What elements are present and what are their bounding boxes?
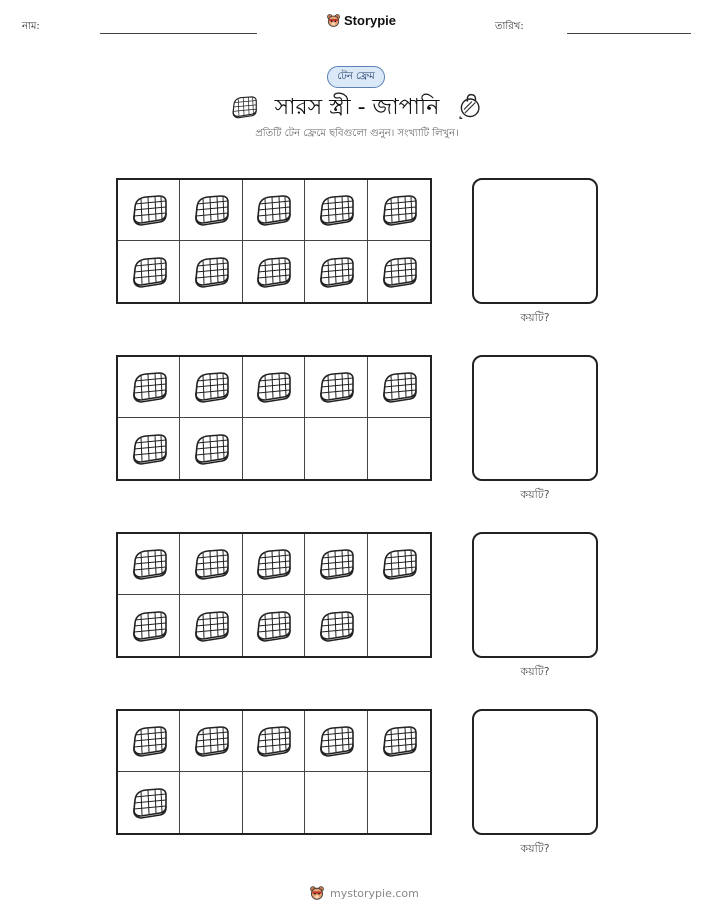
page-title: সারস স্ত্রী - জাপানি [274, 95, 440, 120]
ten-frame [116, 178, 432, 304]
ten-frame-cell [118, 772, 180, 833]
ten-frame [116, 709, 432, 835]
folded-blanket-icon [379, 192, 419, 228]
folded-blanket-icon [129, 608, 169, 644]
instructions: প্রতিটি টেন ফ্রেমে ছবিগুলো গুনুন। সংখ্যাটি লিখুন। [255, 128, 459, 139]
folded-blanket-icon [316, 546, 356, 582]
folded-blanket-icon [129, 723, 169, 759]
folded-blanket-icon [191, 192, 231, 228]
bear-mascot-icon [326, 13, 341, 28]
ten-frame-cell [118, 534, 180, 595]
folded-blanket-icon [316, 608, 356, 644]
date-label: তারিখ: [495, 21, 524, 32]
name-field[interactable] [100, 33, 257, 34]
ten-frame-cell [118, 711, 180, 772]
ten-frame-cell [305, 595, 367, 656]
ten-frame-cell [305, 711, 367, 772]
ten-frame-cell [368, 357, 430, 418]
ten-frame-cell [305, 180, 367, 241]
folded-blanket-icon [191, 608, 231, 644]
folded-blanket-icon [191, 723, 231, 759]
ten-frame [116, 355, 432, 481]
answer-label: কয়টি? [520, 488, 550, 501]
ten-frame-cell [305, 772, 367, 833]
answer-label: কয়টি? [520, 665, 550, 678]
folded-blanket-icon [316, 723, 356, 759]
answer-box[interactable] [472, 355, 598, 481]
ten-frame-cell [368, 711, 430, 772]
folded-blanket-icon [253, 546, 293, 582]
folded-blanket-icon [379, 369, 419, 405]
ten-frame-cell [180, 241, 242, 302]
ten-frame-cell [180, 418, 242, 479]
answer-label: কয়টি? [520, 311, 550, 324]
ten-frame-cell [118, 180, 180, 241]
ten-frame-cell [243, 357, 305, 418]
ten-frame-cell [243, 711, 305, 772]
ten-frame-cell [305, 418, 367, 479]
ten-frame-cell [180, 711, 242, 772]
ten-frame-cell [243, 241, 305, 302]
ten-frame-cell [368, 418, 430, 479]
ten-frame-cell [243, 180, 305, 241]
folded-blanket-icon [316, 192, 356, 228]
folded-blanket-icon [379, 546, 419, 582]
ten-frame-cell [368, 241, 430, 302]
answer-box[interactable] [472, 532, 598, 658]
ten-frame-cell [180, 180, 242, 241]
folded-blanket-icon [379, 254, 419, 290]
ten-frame-cell [118, 418, 180, 479]
footer [309, 885, 419, 901]
folded-blanket-icon [191, 254, 231, 290]
answer-box[interactable] [472, 178, 598, 304]
ten-frame-cell [305, 357, 367, 418]
bear-mascot-icon [309, 885, 325, 901]
worksheet-type-badge: টেন ফ্রেম [327, 66, 385, 88]
ten-frame-cell [368, 180, 430, 241]
storypie-logo [326, 13, 396, 28]
ten-frame-cell [243, 418, 305, 479]
ten-frame [116, 532, 432, 658]
folded-blanket-icon [129, 431, 169, 467]
folded-blanket-icon [191, 369, 231, 405]
folded-blanket-icon [129, 192, 169, 228]
ring-icon [457, 92, 485, 124]
ten-frame-cell [243, 595, 305, 656]
folded-blanket-icon [379, 723, 419, 759]
ten-frame-cell [305, 534, 367, 595]
folded-blanket-icon [191, 546, 231, 582]
ten-frame-cell [180, 772, 242, 833]
folded-blanket-icon [253, 254, 293, 290]
folded-blanket-icon [129, 254, 169, 290]
folded-blanket-icon [253, 723, 293, 759]
folded-blanket-icon [129, 785, 169, 821]
ten-frame-cell [118, 595, 180, 656]
ten-frame-cell [243, 534, 305, 595]
ten-frame-cell [368, 534, 430, 595]
brand-name: Storypie [344, 13, 397, 28]
ten-frame-cell [180, 357, 242, 418]
ten-frame-cell [243, 772, 305, 833]
folded-blanket-icon [129, 546, 169, 582]
folded-blanket-icon [253, 369, 293, 405]
ten-frame-cell [368, 595, 430, 656]
ten-frame-cell [118, 241, 180, 302]
folded-blanket-icon [253, 192, 293, 228]
footer-url[interactable]: mystorypie.com [330, 886, 419, 900]
folded-blanket-icon [129, 369, 169, 405]
folded-blanket-icon [253, 608, 293, 644]
ten-frame-cell [118, 357, 180, 418]
folded-blanket-icon [191, 431, 231, 467]
ten-frame-cell [180, 595, 242, 656]
folded-blanket-icon [316, 254, 356, 290]
name-label: নাম: [22, 21, 40, 32]
folded-blanket-icon [316, 369, 356, 405]
ten-frame-cell [180, 534, 242, 595]
date-field[interactable] [567, 33, 691, 34]
ten-frame-cell [368, 772, 430, 833]
ten-frame-cell [305, 241, 367, 302]
answer-label: কয়টি? [520, 842, 550, 855]
answer-box[interactable] [472, 709, 598, 835]
